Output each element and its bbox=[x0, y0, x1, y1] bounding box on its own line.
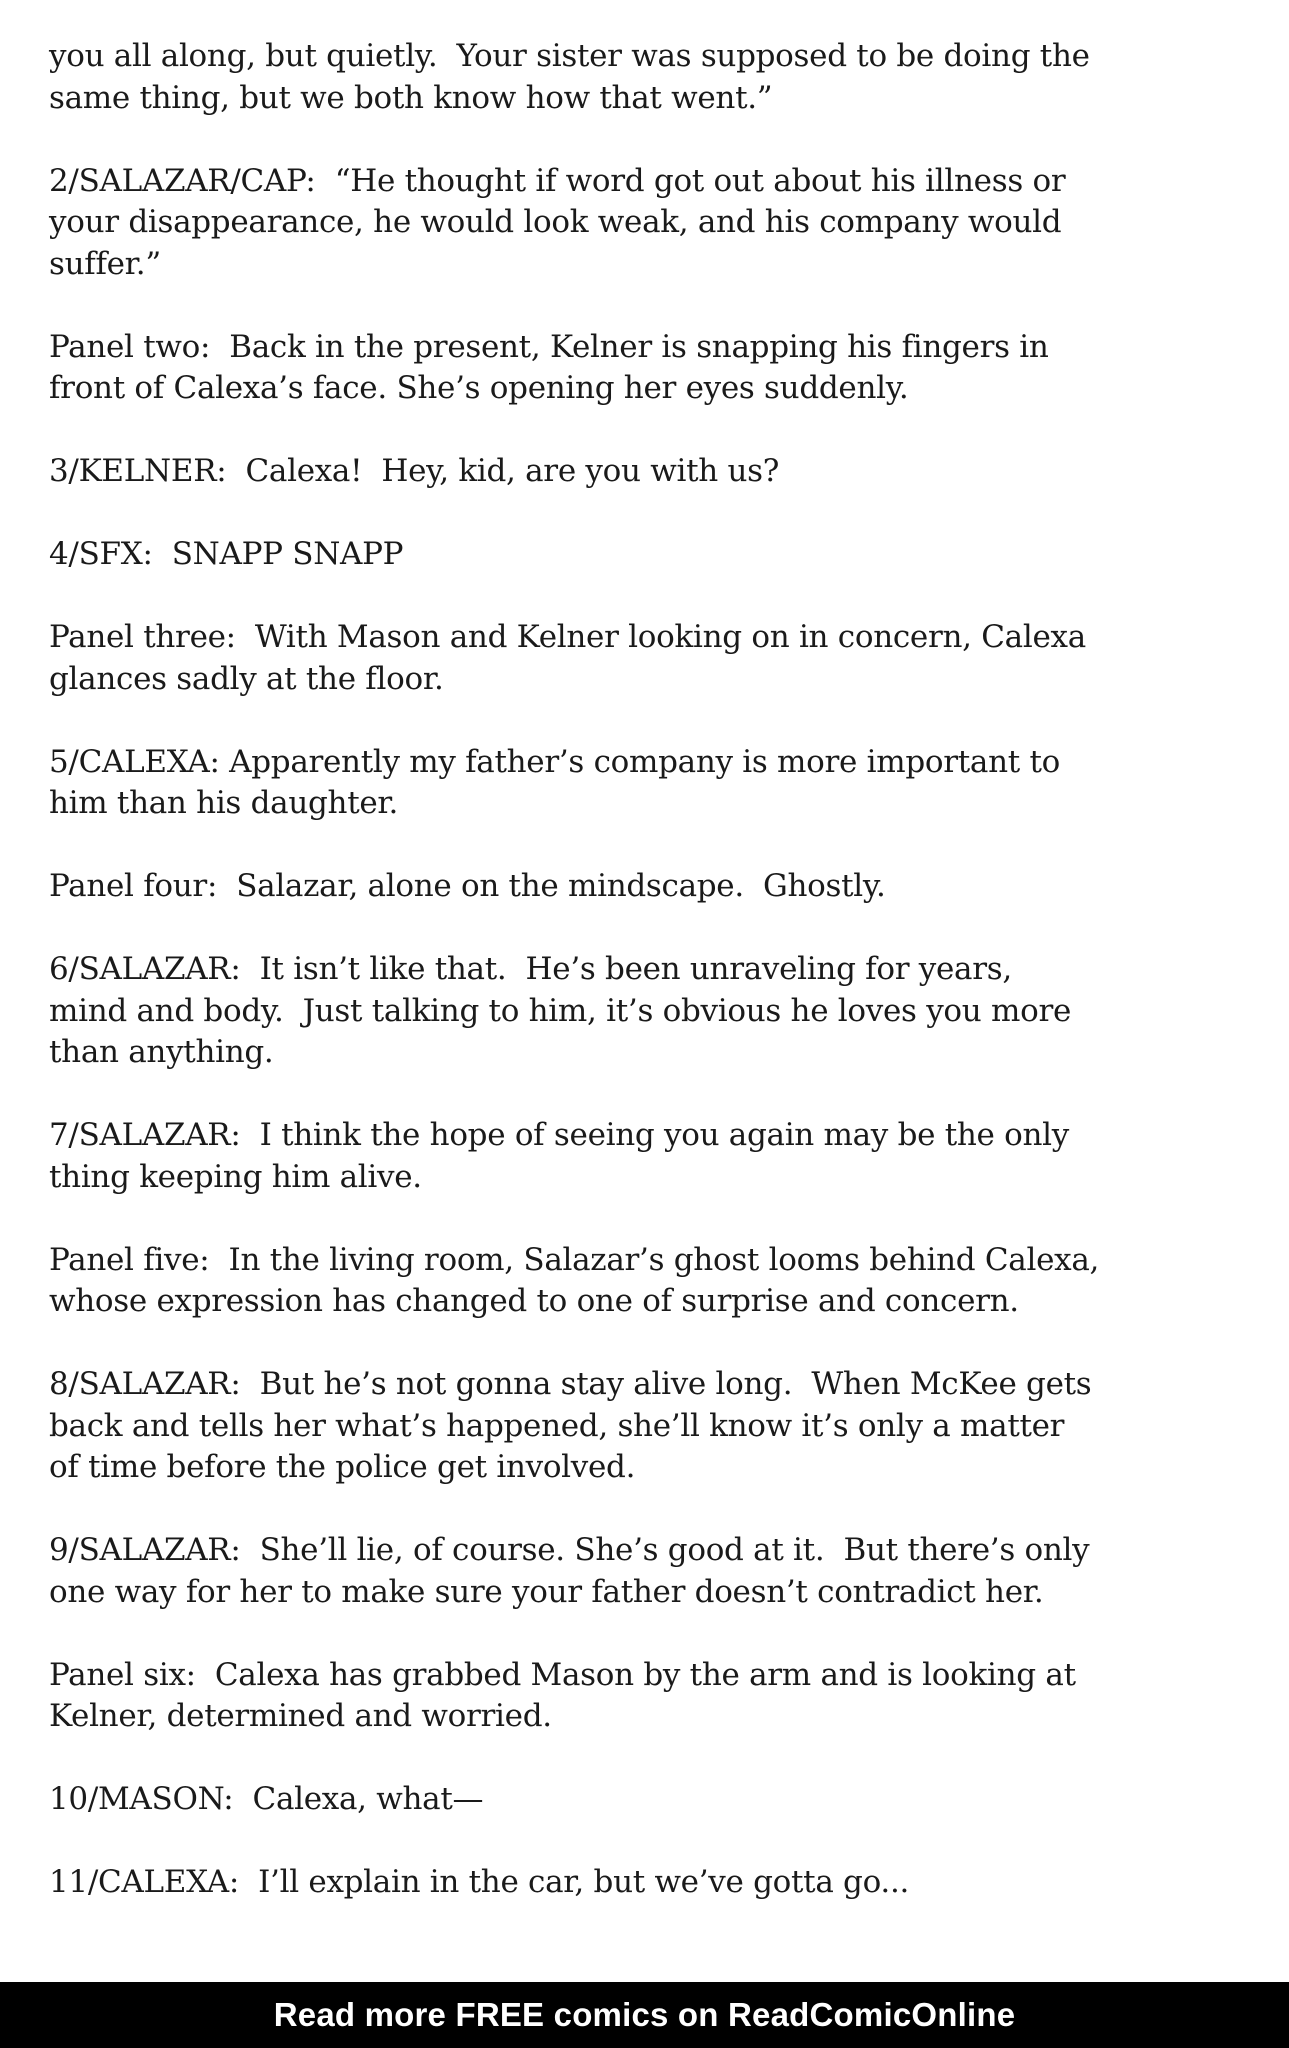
script-line-salazar-8: 8/SALAZAR: But he’s not gonna stay alive long. When McKee gets back and tells her what’s happened, she’ll know it’s only a matter of time before the police get involved. bbox=[49, 1366, 1092, 1485]
panel-six-description: Panel six: Calexa has grabbed Mason by the arm and is looking at Kelner, determined and worried. bbox=[49, 1656, 1076, 1734]
script-line-kelner: 3/KELNER: Calexa! Hey, kid, are you with us? bbox=[49, 453, 780, 489]
script-line-salazar-9: 9/SALAZAR: She’ll lie, of course. She’s good at it. But there’s only one way for her to make sure your father doesn’t contradict her. bbox=[49, 1532, 1090, 1610]
script-line-calexa-11: 11/CALEXA: I’ll explain in the car, but we’ve gotta go... bbox=[49, 1864, 910, 1900]
script-paragraph-continuation: you all along, but quietly. Your sister was supposed to be doing the same thing, but we both know how that went.” bbox=[49, 38, 1090, 116]
script-line-calexa: 5/CALEXA: Apparently my father’s company is more important to him than his daughter. bbox=[49, 743, 1060, 821]
promo-banner-text[interactable]: Read more FREE comics on ReadComicOnline bbox=[273, 1996, 1016, 2033]
script-line-salazar-7: 7/SALAZAR: I think the hope of seeing you again may be the only thing keeping him alive. bbox=[49, 1117, 1069, 1195]
panel-two-description: Panel two: Back in the present, Kelner is snapping his fingers in front of Calexa’s face. She’s opening her eyes suddenly. bbox=[49, 328, 1049, 406]
script-line-salazar-cap: 2/SALAZAR/CAP: “He thought if word got out about his illness or your disappearance, he would look weak, and his company would suffer.” bbox=[49, 162, 1066, 282]
script-line-sfx: 4/SFX: SNAPP SNAPP bbox=[49, 536, 404, 572]
script-page bbox=[49, 36, 1229, 1945]
panel-five-description: Panel five: In the living room, Salazar’s ghost looms behind Calexa, whose expression has changed to one of surprise and concern. bbox=[49, 1241, 1100, 1319]
panel-three-description: Panel three: With Mason and Kelner looking on in concern, Calexa glances sadly at the floor. bbox=[49, 619, 1086, 697]
script-line-salazar-6: 6/SALAZAR: It isn’t like that. He’s been unraveling for years, mind and body. Just talking to him, it’s obvious he loves you more than anything. bbox=[49, 951, 1072, 1070]
script-line-mason: 10/MASON: Calexa, what— bbox=[49, 1781, 484, 1817]
panel-four-description: Panel four: Salazar, alone on the mindscape. Ghostly. bbox=[49, 868, 886, 904]
promo-banner[interactable] bbox=[0, 1982, 1289, 2048]
